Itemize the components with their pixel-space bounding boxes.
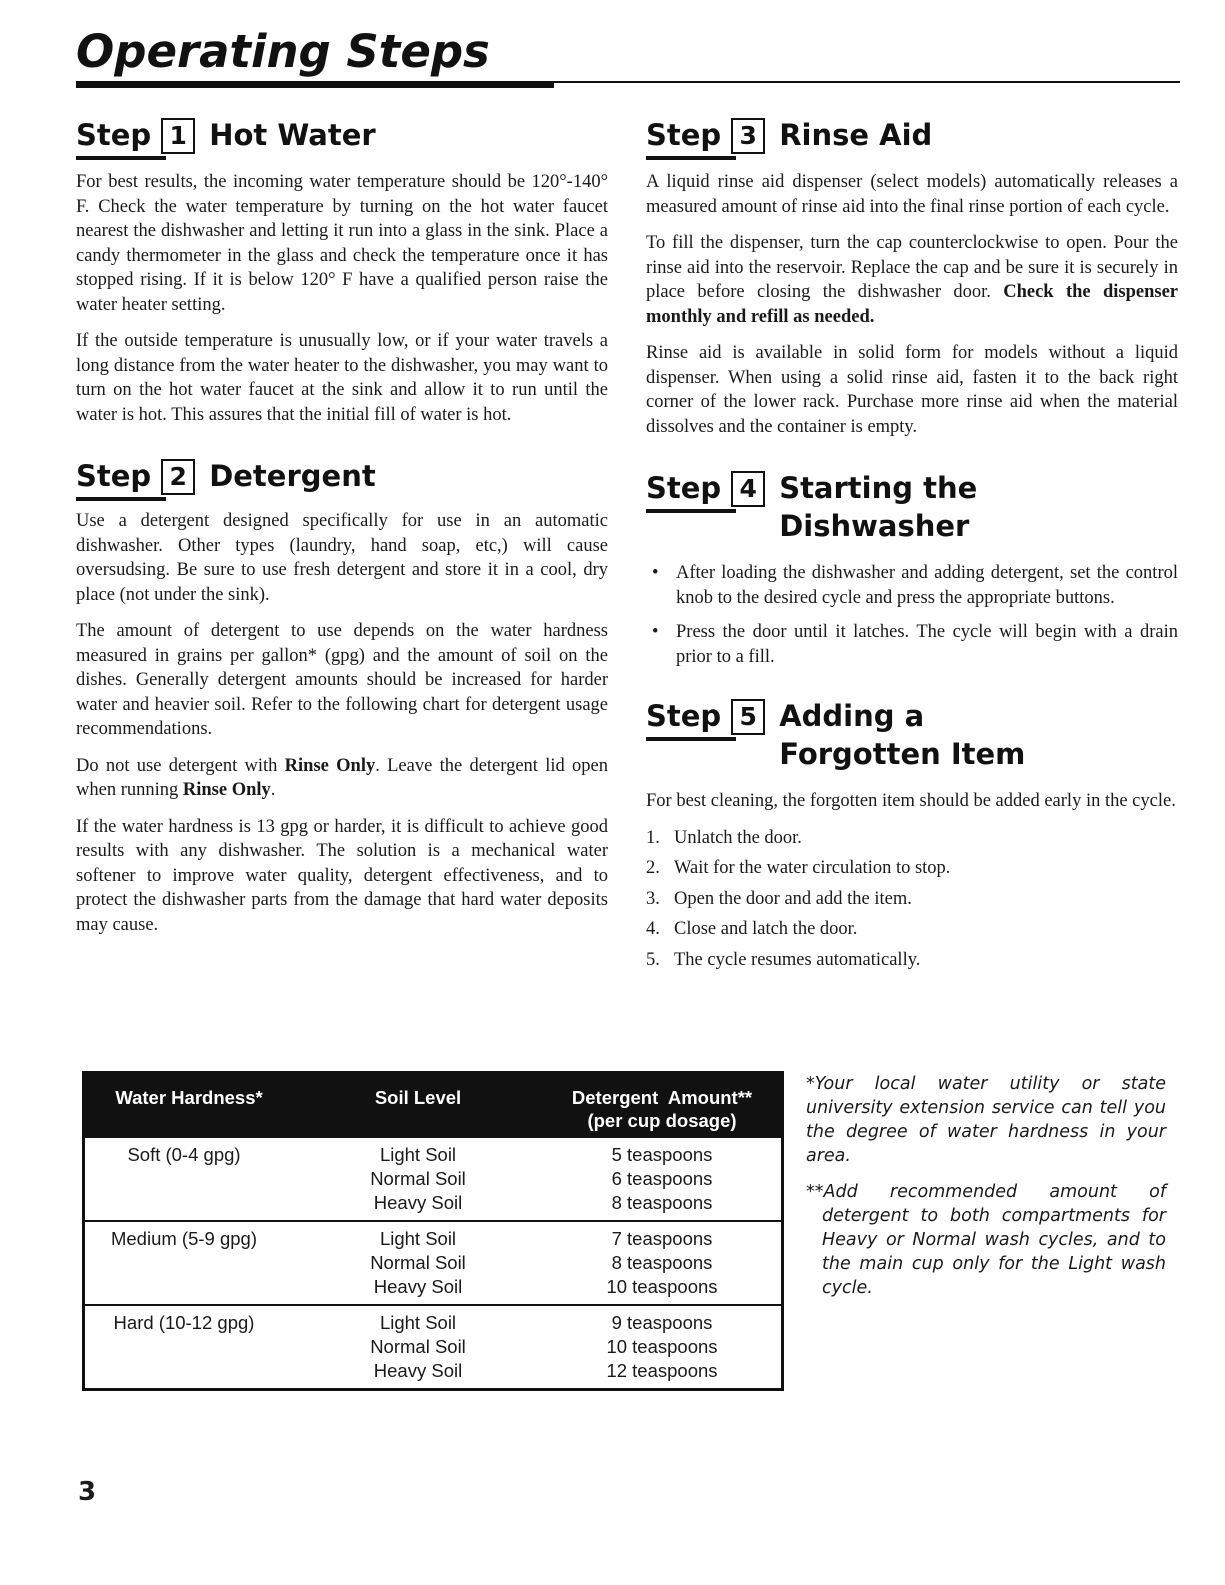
soil-value: Normal Soil bbox=[370, 1252, 466, 1273]
step-4-heading bbox=[646, 469, 1178, 545]
step-number: 1 bbox=[161, 118, 195, 154]
amount-value: 6 teaspoons bbox=[611, 1168, 713, 1189]
step-1-heading bbox=[76, 116, 608, 154]
step-3-section bbox=[646, 116, 1178, 439]
step-number: 4 bbox=[731, 471, 765, 507]
list-number: 3. bbox=[646, 888, 660, 909]
step-title-line: Starting the bbox=[779, 471, 978, 505]
step-number: 2 bbox=[161, 459, 195, 495]
soil-value: Light Soil bbox=[379, 1144, 457, 1165]
step-title-line: Adding a bbox=[779, 699, 925, 733]
text-run-bold: Check the dispenser monthly and refill as needed. bbox=[646, 282, 1178, 327]
step-3-heading bbox=[646, 116, 1178, 154]
list-item bbox=[646, 887, 1178, 912]
list-item: • After loading the dishwasher and adding detergent, set the control knob to the desired cycle and press the appropriate buttons. bbox=[646, 561, 1178, 610]
paragraph: For best results, the incoming water temperature should be 120°-140° F. Check the water temperature by turning on the hot water faucet nearest the dishwasher and letting it run into a glass in the sink. Place a candy thermometer in the glass and check the temperature once it has stopped rising. If it is below 120° F have a qualified person raise the water heater setting. bbox=[76, 172, 608, 315]
hardness-cell: Medium (5-9 gpg) bbox=[110, 1228, 257, 1249]
table-row-group bbox=[85, 1304, 781, 1388]
page-number: 3 bbox=[78, 1477, 97, 1507]
list-number: 4. bbox=[646, 919, 660, 939]
soil-value: Heavy Soil bbox=[373, 1360, 463, 1381]
soil-value: Heavy Soil bbox=[373, 1276, 463, 1297]
title-rule-accent bbox=[76, 81, 554, 88]
paragraph bbox=[646, 231, 1178, 329]
list-text: Unlatch the door. bbox=[674, 827, 802, 848]
soil-cell bbox=[293, 1143, 543, 1215]
paragraph: The amount of detergent to use depends on the water hardness measured in grains per gallon* (gpg) and the amount of soil on the dishes. Generally detergent amounts should be increased for harder water and heavier soil. Refer to the following chart for detergent usage recommendations. bbox=[76, 621, 608, 739]
paragraph: If the outside temperature is unusually low, or if your water travels a long distance from the water heater to the dishwasher, you may want to turn on the hot water faucet at the sink and allow it to run until the water is hot. This assures that the initial fill of water is hot. bbox=[76, 331, 608, 425]
list-number: 1. bbox=[646, 827, 660, 848]
amount-cell bbox=[543, 1143, 781, 1215]
list-text: Close and latch the door. bbox=[674, 919, 858, 939]
step-title: Detergent bbox=[209, 459, 376, 493]
list-item bbox=[646, 917, 1178, 942]
soil-value: Normal Soil bbox=[370, 1168, 466, 1189]
table-footnotes bbox=[806, 1072, 1166, 1312]
list-text: The cycle resumes automatically. bbox=[674, 949, 921, 970]
step-title: Hot Water bbox=[209, 118, 376, 152]
bullet-list bbox=[646, 561, 1178, 669]
step-4-section bbox=[646, 469, 1178, 669]
step-2-heading bbox=[76, 457, 608, 495]
list-text: Open the door and add the item. bbox=[674, 888, 912, 909]
soil-value: Light Soil bbox=[379, 1312, 457, 1333]
list-item bbox=[646, 826, 1178, 851]
table-header bbox=[85, 1074, 781, 1138]
paragraph: Use a detergent designed specifically for use in an automatic dishwasher. Other types (laundry, hand soap, etc,) will cause oversudsing. Be sure to use fresh detergent and store it in a cool, dry place (not under the sink). bbox=[76, 511, 608, 605]
paragraph: A liquid rinse aid dispenser (select models) automatically releases a measured amount of rinse aid into the final rinse portion of each cycle. bbox=[646, 172, 1178, 217]
list-item: • Press the door until it latches. The cycle will begin with a drain prior to a fill. bbox=[646, 620, 1178, 669]
step-number: 3 bbox=[731, 118, 765, 154]
paragraph: For best cleaning, the forgotten item should be added early in the cycle. bbox=[646, 791, 1176, 811]
text-run: . bbox=[270, 780, 276, 800]
paragraph bbox=[76, 754, 608, 803]
step-title-line: Forgotten Item bbox=[779, 737, 1026, 771]
amount-value: 10 teaspoons bbox=[606, 1336, 718, 1357]
step-title bbox=[779, 469, 1178, 545]
amount-value: 7 teaspoons bbox=[611, 1228, 713, 1249]
amount-cell bbox=[543, 1227, 781, 1299]
page-title: Operating Steps bbox=[76, 25, 490, 78]
step-label: Step bbox=[646, 469, 731, 507]
list-item bbox=[646, 856, 1178, 881]
header-line: (per cup dosage) bbox=[587, 1110, 737, 1131]
text-run: . Leave the detergent lid open when running bbox=[76, 755, 608, 800]
step-label: Step bbox=[76, 457, 161, 495]
amount-value: 12 teaspoons bbox=[606, 1360, 718, 1381]
paragraph: Rinse aid is available in solid form for models without a liquid dispenser. When using a solid rinse aid, fasten it to the back right corner of the lower rack. Purchase more rinse aid when the material dissolves and the container is empty. bbox=[646, 343, 1178, 437]
footnote: **Add recommended amount of detergent to both compartments for Heavy or Normal wash cycles, and to the main cup only for the Light wash cycle. bbox=[806, 1182, 1166, 1298]
soil-value: Normal Soil bbox=[370, 1336, 466, 1357]
text-run-bold: Rinse Only bbox=[182, 780, 271, 800]
hardness-cell: Soft (0-4 gpg) bbox=[127, 1144, 241, 1165]
step-title bbox=[779, 697, 1178, 773]
amount-value: 8 teaspoons bbox=[611, 1192, 713, 1213]
soil-cell bbox=[293, 1311, 543, 1383]
step-1-section bbox=[76, 116, 608, 427]
amount-value: 10 teaspoons bbox=[606, 1276, 718, 1297]
list-item bbox=[646, 948, 1178, 973]
header-soil-level: Soil Level bbox=[374, 1087, 462, 1108]
list-number: 2. bbox=[646, 858, 660, 878]
soil-cell bbox=[293, 1227, 543, 1299]
right-column bbox=[646, 116, 1178, 978]
header-water-hardness: Water Hardness* bbox=[115, 1087, 263, 1108]
text-run: Do not use detergent with bbox=[76, 755, 285, 776]
step-5-heading bbox=[646, 697, 1178, 773]
text-run: To fill the dispenser, turn the cap counterclockwise to open. Pour the rinse aid into the reservoir. Replace the cap and be sure it is securely in place before closing the dishwasher door. bbox=[646, 233, 1178, 302]
header-detergent-amount bbox=[543, 1074, 781, 1138]
table-row-group bbox=[85, 1138, 781, 1220]
step-label: Step bbox=[646, 116, 731, 154]
amount-value: 5 teaspoons bbox=[611, 1144, 713, 1165]
amount-value: 8 teaspoons bbox=[611, 1252, 713, 1273]
text-run-bold: Rinse Only bbox=[284, 755, 376, 776]
step-title: Rinse Aid bbox=[779, 118, 933, 152]
step-label: Step bbox=[76, 116, 161, 154]
step-number: 5 bbox=[731, 699, 765, 735]
soil-value: Light Soil bbox=[379, 1228, 457, 1249]
soil-value: Heavy Soil bbox=[373, 1192, 463, 1213]
amount-value: 9 teaspoons bbox=[611, 1312, 713, 1333]
hardness-cell: Hard (10-12 gpg) bbox=[113, 1312, 255, 1333]
numbered-list bbox=[646, 826, 1178, 973]
step-title-line: Dishwasher bbox=[779, 509, 970, 543]
left-column bbox=[76, 116, 608, 949]
step-label: Step bbox=[646, 697, 731, 735]
step-5-section bbox=[646, 697, 1178, 972]
footnote: *Your local water utility or state university extension service can tell you the degree of water hardness in your area. bbox=[806, 1074, 1166, 1166]
step-2-section bbox=[76, 457, 608, 937]
table-row-group bbox=[85, 1220, 781, 1304]
header-line: Detergent Amount** bbox=[571, 1087, 753, 1108]
amount-cell bbox=[543, 1311, 781, 1383]
list-text: Wait for the water circulation to stop. bbox=[674, 858, 951, 878]
detergent-table bbox=[82, 1071, 784, 1391]
list-number: 5. bbox=[646, 949, 660, 970]
paragraph: If the water hardness is 13 gpg or harder, it is difficult to achieve good results with any dishwasher. The solution is a mechanical water softener to improve water quality, detergent effectiveness, and to protect the dishwasher parts from the damage that hard water deposits may cause. bbox=[76, 816, 608, 935]
